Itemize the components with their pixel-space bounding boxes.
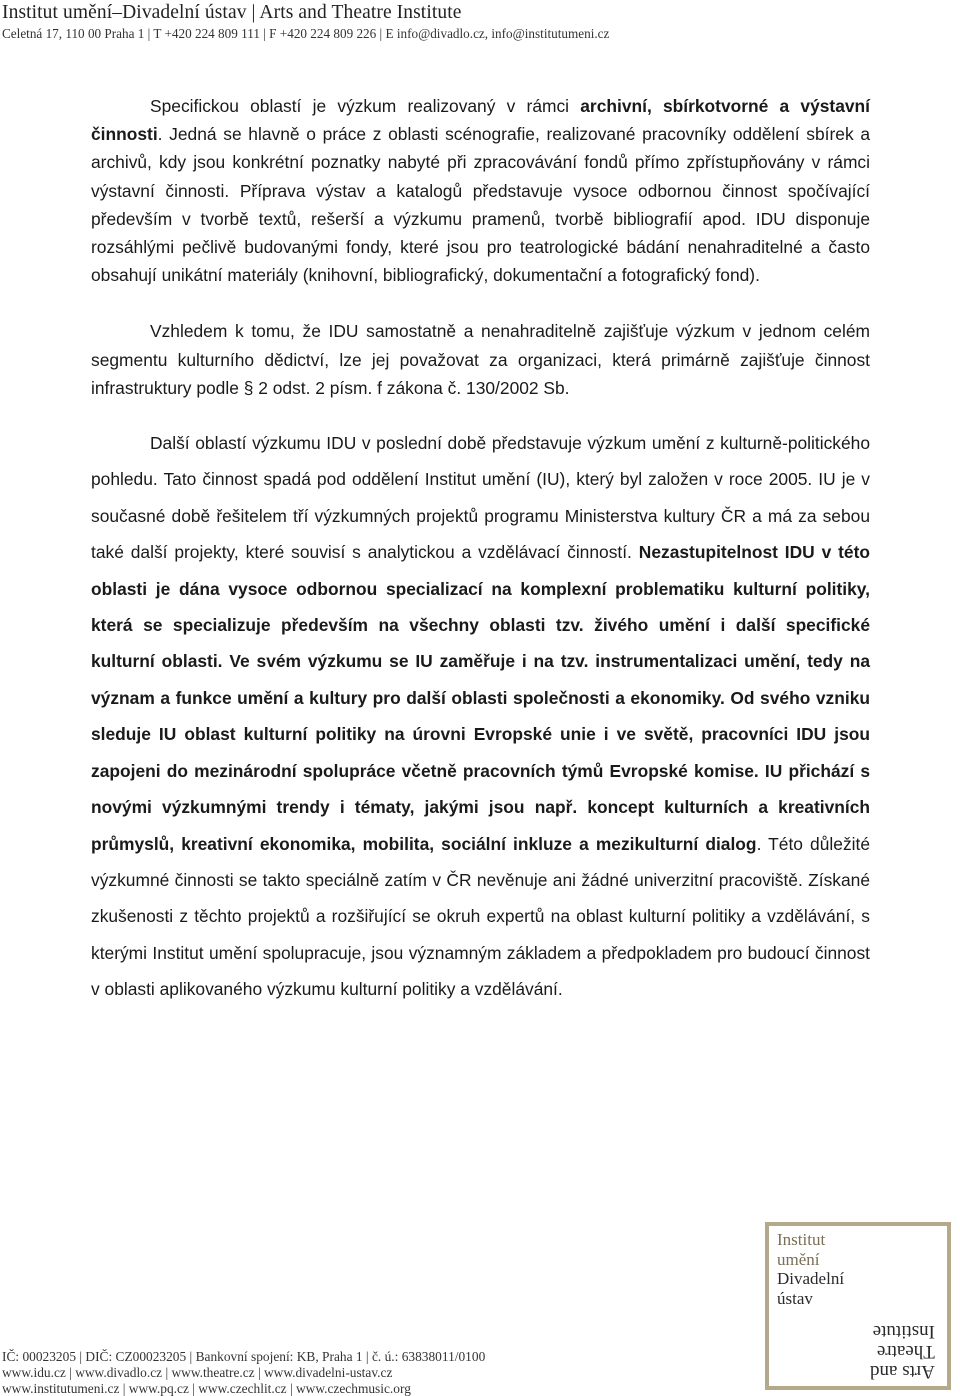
- paragraph-archival-text-c: . Jedná se hlavně o práce z oblasti scénografie, realizované pracovníky oddělení sbírek a archivů, kdy jsou konkrétní poznatky nabyté při zpracovávání fondů přímo zpřístupňovány v rámci výstavní činnosti. Příprava výstav a katalogů představuje vysoce odbornou činnost spočívající především v tvorbě textů, rešerší a výzkumu pramenů, tvorbě bibliografií apod. IDU disponuje rozsáhlými pečlivě budovanými fondy, které jsou pro teatrologické bádání nenahraditelné a často obsahují unikátní materiály (knihovní, bibliografický, dokumentační a fotografický fond).: [91, 124, 870, 286]
- institute-logo: [765, 1222, 960, 1396]
- footer-line-1: IČ: 00023205 | DIČ: CZ00023205 | Bankovní spojení: KB, Praha 1 | č. ú.: 63838011/0100: [2, 1349, 486, 1364]
- logo-rot-line-2: Theatre: [876, 1341, 935, 1362]
- footer-line-3: www.institutumeni.cz | www.pq.cz | www.czechlit.cz | www.czechmusic.org: [2, 1380, 411, 1396]
- paragraph-archival: [91, 92, 870, 289]
- header-title: Institut umění–Divadelní ústav | Arts and Theatre Institute: [2, 2, 462, 23]
- header-contact: Celetná 17, 110 00 Praha 1 | T +420 224 809 111 | F +420 224 809 226 | E info@divadlo.cz, info@institutumeni.cz: [2, 26, 610, 41]
- logo-line-3: Divadelní: [777, 1269, 845, 1288]
- footer-line-2: www.idu.cz | www.divadlo.cz | www.theatre.cz | www.divadelni-ustav.cz: [2, 1364, 393, 1380]
- document-body: [91, 92, 870, 1008]
- paragraph-cultural-policy: [91, 425, 870, 1008]
- logo-rot-line-3: Institute: [872, 1321, 935, 1342]
- logo-line-4: ústav: [777, 1288, 813, 1308]
- paragraph-cultural-policy-text-a: Další oblastí výzkumu IDU v poslední době představuje výzkum umění z kulturně-politického pohledu. Tato činnost spadá pod oddělení Institut umění (IU), který byl založen v roce 2005. IU je v současné době řešitelem tří výzkumných projektů programu Ministerstva kultury ČR a má za sebou také další projekty, které souvisí s analytickou a vzdělávací činností.: [91, 433, 870, 563]
- logo-rot-line-1: Arts and: [870, 1361, 935, 1382]
- paragraph-archival-bold: archivní, sbírkotvorné a výstavní činnosti: [91, 96, 870, 145]
- paragraph-infrastructure: Vzhledem k tomu, že IDU samostatně a nenahraditelně zajišťuje výzkum v jednom celém segmentu kulturního dědictví, lze jej považovat za organizaci, která primárně zajišťuje činnost infrastruktury podle § 2 odst. 2 písm. f zákona č. 130/2002 Sb.: [91, 321, 870, 398]
- logo-english-name: [870, 1321, 935, 1381]
- logo-czech-name: [777, 1230, 844, 1308]
- paragraph-archival-text-a: Specifickou oblastí je výzkum realizovaný v rámci: [150, 96, 581, 116]
- paragraph-cultural-policy-text-c: . Této důležité výzkumné činnosti se takto speciálně zatím v ČR nevěnuje ani žádné univerzitní pracoviště. Získané zkušenosti z těchto projektů a rozšiřující se okruh expertů na oblast kulturní politiky a vzdělávání, s kterými Institut umění spolupracuje, jsou významným základem a předpokladem pro budoucí činnost v oblasti aplikovaného výzkumu kulturní politiky a vzdělávání.: [91, 833, 871, 1000]
- logo-line-1: Institut: [777, 1230, 826, 1249]
- paragraph-cultural-policy-bold: Nezastupitelnost IDU v této oblasti je dána vysoce odbornou specializací na komplexní problematiku kulturní politiky, která se specializuje především na všechny oblasti tzv. živého umění i další specifické kulturní oblasti. Ve svém výzkumu se IU zaměřuje i na tzv. instrumentalizaci umění, tedy na význam a funkce umění a kultury pro další oblasti společnosti a ekonomiky. Od svého vzniku sleduje IU oblast kulturní politiky na úrovni Evropské unie i ve světě, pracovníci IDU jsou zapojeni do mezinárodní spolupráce včetně pracovních týmů Evropské komise. IU přichází s novými výzkumnými trendy i tématy, jakými jsou např. koncept kulturních a kreativních průmyslů, kreativní ekonomika, mobilita, sociální inkluze a mezikulturní dialog: [91, 542, 870, 854]
- logo-line-2: umění: [777, 1249, 820, 1269]
- page-footer: [2, 1349, 485, 1396]
